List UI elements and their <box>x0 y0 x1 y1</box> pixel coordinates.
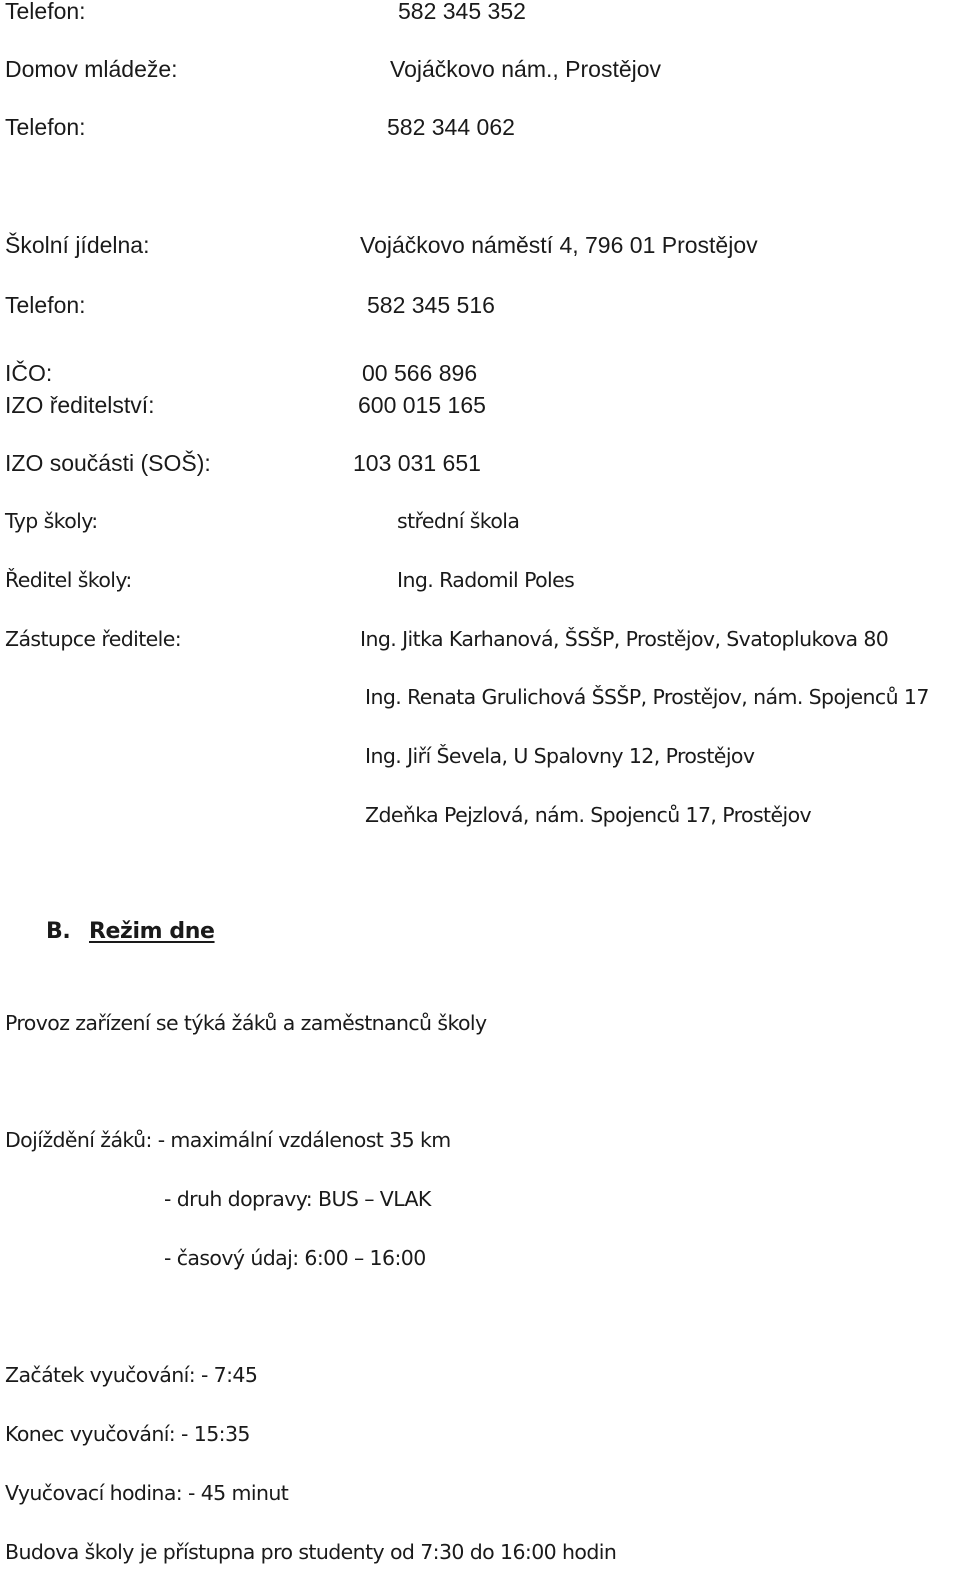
lesson-length: Vyučovací hodina: - 45 minut <box>5 1481 289 1505</box>
canteen-label: Školní jídelna: <box>5 232 150 258</box>
phone1-label: Telefon: <box>5 0 86 24</box>
deputy-item: Ing. Jitka Karhanová, ŠSŠP, Prostějov, Svatoplukova 80 <box>360 627 889 651</box>
izo-director-label: IZO ředitelství: <box>5 392 155 418</box>
izo-part-label: IZO součásti (SOŠ): <box>5 450 211 476</box>
ico-label: IČO: <box>5 360 53 386</box>
building-access: Budova školy je přístupna pro studenty od 7:30 do 16:00 hodin <box>5 1540 617 1564</box>
phone3-label: Telefon: <box>5 292 86 318</box>
school-type-label: Typ školy: <box>5 509 98 533</box>
izo-director-value: 600 015 165 <box>358 392 486 418</box>
phone3-value: 582 345 516 <box>367 292 495 318</box>
intro-text: Provoz zařízení se týká žáků a zaměstnanců školy <box>5 1011 487 1035</box>
deputy-item: Ing. Jiří Ševela, U Spalovny 12, Prostějov <box>365 744 755 768</box>
deputy-item: Ing. Renata Grulichová ŠSŠP, Prostějov, nám. Spojenců 17 <box>365 685 929 709</box>
section-letter: B. <box>46 919 71 944</box>
phone2-value: 582 344 062 <box>387 114 515 140</box>
lesson-start: Začátek vyučování: - 7:45 <box>5 1363 258 1387</box>
commute-line: - časový údaj: 6:00 – 16:00 <box>164 1246 426 1270</box>
izo-part-value: 103 031 651 <box>353 450 481 476</box>
phone1-value: 582 345 352 <box>398 0 526 24</box>
section-title: Režim dne <box>89 919 215 944</box>
commute-line: Dojíždění žáků: - maximální vzdálenost 35 km <box>5 1128 451 1152</box>
deputy-label: Zástupce ředitele: <box>5 627 182 651</box>
ico-value: 00 566 896 <box>362 360 478 386</box>
canteen-value: Vojáčkovo náměstí 4, 796 01 Prostějov <box>360 232 758 258</box>
dormitory-label: Domov mládeže: <box>5 56 178 82</box>
deputy-item: Zdeňka Pejzlová, nám. Spojenců 17, Prostějov <box>365 803 812 827</box>
lesson-end: Konec vyučování: - 15:35 <box>5 1422 250 1446</box>
school-type-value: střední škola <box>397 509 520 533</box>
director-label: Ředitel školy: <box>5 568 132 592</box>
dormitory-value: Vojáčkovo nám., Prostějov <box>390 56 662 82</box>
commute-line: - druh dopravy: BUS – VLAK <box>164 1187 431 1211</box>
director-value: Ing. Radomil Poles <box>397 568 575 592</box>
phone2-label: Telefon: <box>5 114 86 140</box>
